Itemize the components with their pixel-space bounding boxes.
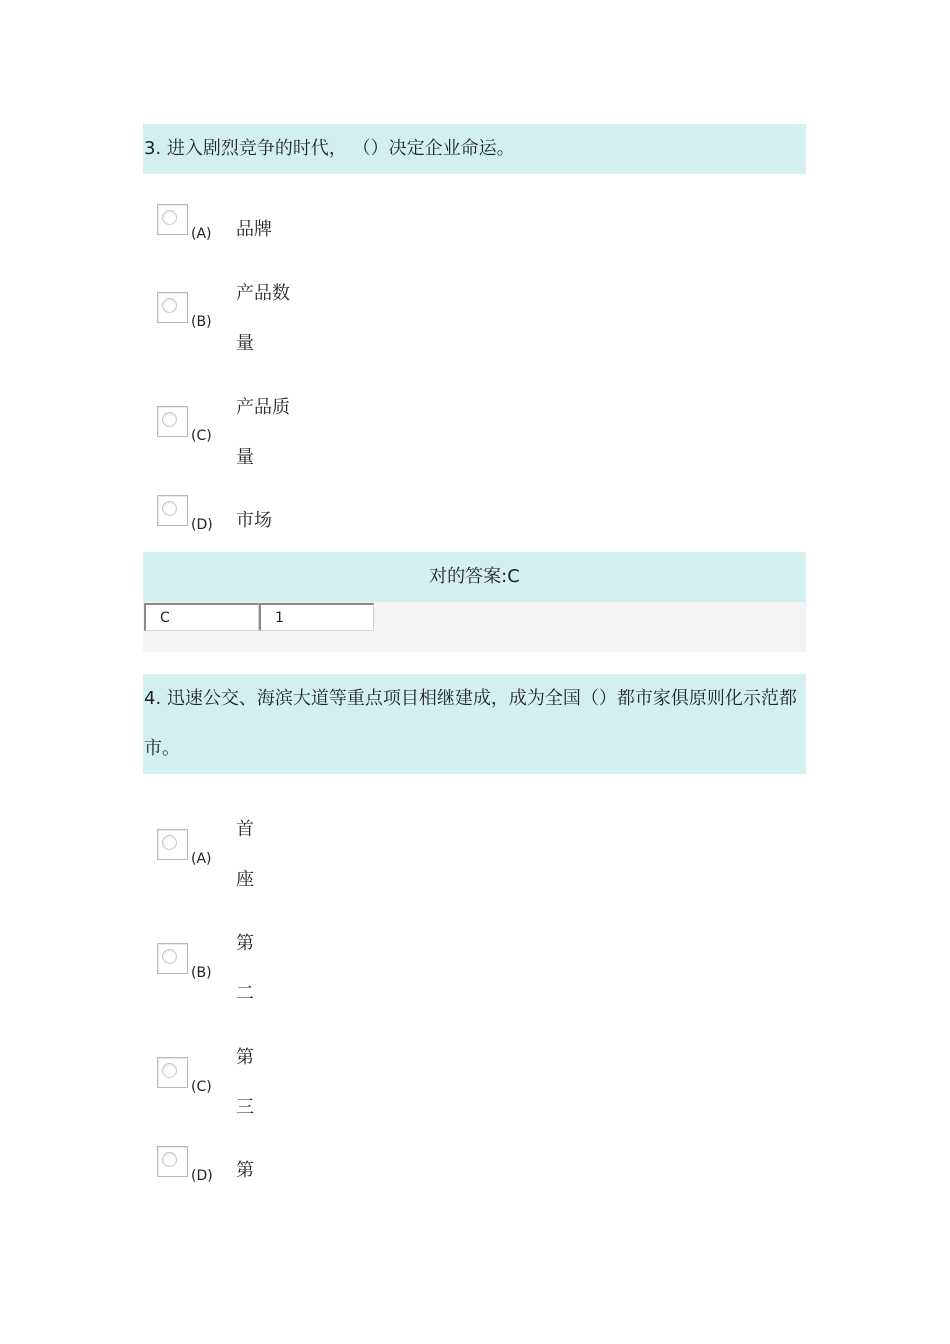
radio-circle-icon <box>162 210 177 225</box>
option-letter: (A) <box>191 851 212 867</box>
q3-option-a-radio[interactable] <box>157 204 188 235</box>
option-text: 产品质量 <box>236 397 290 468</box>
q3-option-b-radio[interactable] <box>157 292 188 323</box>
option-text: 第三 <box>236 1047 254 1118</box>
radio-circle-icon <box>162 298 177 313</box>
radio-circle-icon <box>162 835 177 850</box>
question-3-title: 3. 进入剧烈竞争的时代， （）决定企业命运。 <box>143 124 806 174</box>
option-letter: (B) <box>191 314 212 330</box>
answer-area <box>143 602 806 652</box>
radio-circle-icon <box>162 412 177 427</box>
option-letter: (C) <box>191 1079 212 1095</box>
q4-option-c-radio[interactable] <box>157 1057 188 1088</box>
option-text: 第二 <box>236 933 254 1004</box>
option-text: 品牌 <box>236 219 272 240</box>
correct-answer-label: 对的答案:C <box>143 552 806 602</box>
radio-circle-icon <box>162 1063 177 1078</box>
option-letter: (A) <box>191 226 212 242</box>
answer-cell-score: 1 <box>259 603 374 631</box>
q4-option-b-radio[interactable] <box>157 943 188 974</box>
question-4-title: 4. 迅速公交、海滨大道等重点项目相继建成，成为全国（）都市家俱原则化示范都市。 <box>143 674 806 774</box>
radio-circle-icon <box>162 501 177 516</box>
option-letter: (B) <box>191 965 212 981</box>
answer-cell-choice: C <box>144 603 259 631</box>
option-text: 市场 <box>236 510 272 531</box>
q4-option-a-radio[interactable] <box>157 829 188 860</box>
radio-circle-icon <box>162 949 177 964</box>
q3-option-d-radio[interactable] <box>157 495 188 526</box>
option-letter: (C) <box>191 428 212 444</box>
option-letter: (D) <box>191 517 213 533</box>
q4-option-d-radio[interactable] <box>157 1146 188 1177</box>
radio-circle-icon <box>162 1152 177 1167</box>
option-text: 产品数量 <box>236 283 290 354</box>
q3-option-c-radio[interactable] <box>157 406 188 437</box>
option-letter: (D) <box>191 1168 213 1184</box>
option-text: 第 <box>236 1160 254 1181</box>
option-text: 首座 <box>236 819 254 890</box>
